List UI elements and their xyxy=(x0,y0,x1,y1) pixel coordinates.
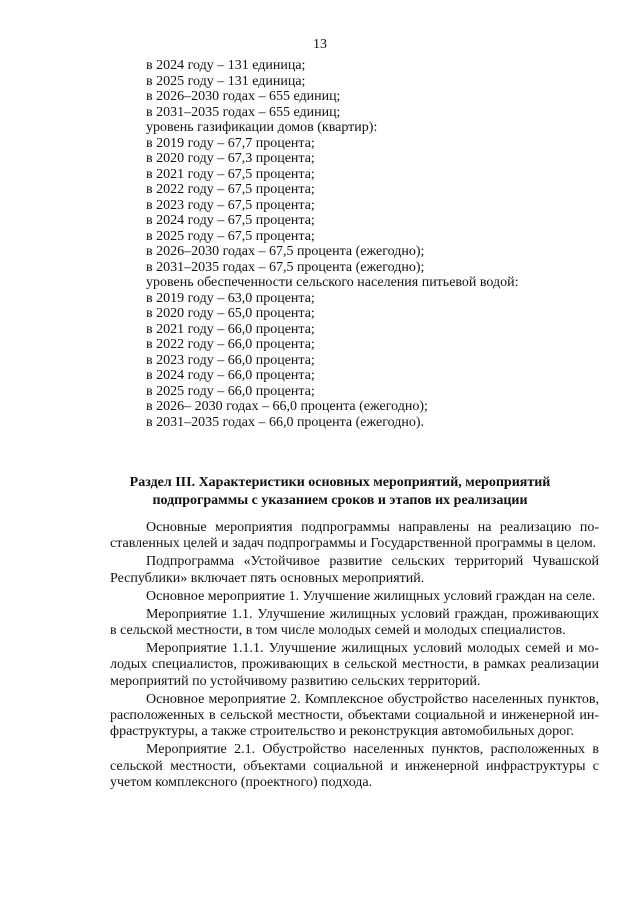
list-item: в 2026–2030 годах – 655 единиц; xyxy=(146,89,341,104)
paragraph: Подпрограмма «Устойчивое развитие сельских территорий Чувашской Республики» включает пять основных мероприятий. xyxy=(110,554,599,586)
list-item: в 2021 году – 66,0 процента; xyxy=(146,321,315,337)
paragraph: Основное мероприятие 2. Комплексное обустройство населенных пунктов, расположенных в сельской местности, объектами социальной и инженерной инфраструктуры, а также строительство и реконструкция автомобильных дорог. xyxy=(110,691,599,740)
paragraph: Мероприятие 1.1.1. Улучшение жилищных условий молодых семей и молодых специалистов, проживающих в сельской местности, в рамках реализации мероприятий по устойчивому развитию сельских территорий. xyxy=(110,640,599,689)
list-item: в 2023 году – 66,0 процента; xyxy=(146,352,315,368)
list-item: в 2025 году – 67,5 процента; xyxy=(146,228,315,244)
page-number: 13 xyxy=(313,37,327,52)
list-item: в 2022 году – 67,5 процента; xyxy=(146,182,315,197)
paragraph: Мероприятие 2.1. Обустройство населенных пунктов, расположенных в сельской местности, объектами социальной и инженерной инфраструктуры с учетом комплексного (проектного) подхода. xyxy=(110,742,599,791)
list-item: в 2026–2030 годах – 67,5 процента (ежегодно); xyxy=(146,244,425,259)
paragraph: Основные мероприятия подпрограммы направлены на реализацию поставленных целей и задач подпрограммы и Государственной программы в целом. xyxy=(110,520,599,552)
list-heading-gasification: уровень газификации домов (квартир): xyxy=(146,120,378,135)
indicator-list xyxy=(0,58,640,430)
list-item: в 2025 году – 131 единица; xyxy=(146,73,306,89)
list-item: в 2024 году – 66,0 процента; xyxy=(146,368,315,383)
list-item: в 2020 году – 65,0 процента; xyxy=(146,306,315,321)
paragraph: Основное мероприятие 1. Улучшение жилищных условий граждан на селе. xyxy=(146,588,596,604)
section-heading: Раздел III. Характеристики основных мероприятий, мероприятий подпрограммы с указанием сроков и этапов их реализации xyxy=(129,475,551,508)
list-item: в 2024 году – 131 единица; xyxy=(146,58,306,73)
list-heading-water-supply: уровень обеспеченности сельского населения питьевой водой: xyxy=(146,275,519,290)
section-body xyxy=(110,520,599,792)
list-item: в 2031–2035 годах – 67,5 процента (ежегодно); xyxy=(146,259,425,275)
list-item: в 2021 году – 67,5 процента; xyxy=(146,166,315,182)
list-item: в 2023 году – 67,5 процента; xyxy=(146,197,315,213)
list-item: в 2020 году – 67,3 процента; xyxy=(146,151,315,166)
list-item: в 2019 году – 67,7 процента; xyxy=(146,135,315,151)
paragraph: Мероприятие 1.1. Улучшение жилищных условий граждан, проживающих в сельской местности, в том числе молодых семей и молодых специалистов. xyxy=(110,606,599,638)
list-item: в 2031–2035 годах – 66,0 процента (ежегодно). xyxy=(146,414,424,430)
list-item: в 2031–2035 годах – 655 единиц; xyxy=(146,104,341,120)
list-item: в 2025 году – 66,0 процента; xyxy=(146,383,315,399)
list-item: в 2022 году – 66,0 процента; xyxy=(146,337,315,352)
list-item: в 2019 году – 63,0 процента; xyxy=(146,290,315,306)
list-item: в 2026– 2030 годах – 66,0 процента (ежегодно); xyxy=(146,399,428,414)
list-item: в 2024 году – 67,5 процента; xyxy=(146,213,315,228)
